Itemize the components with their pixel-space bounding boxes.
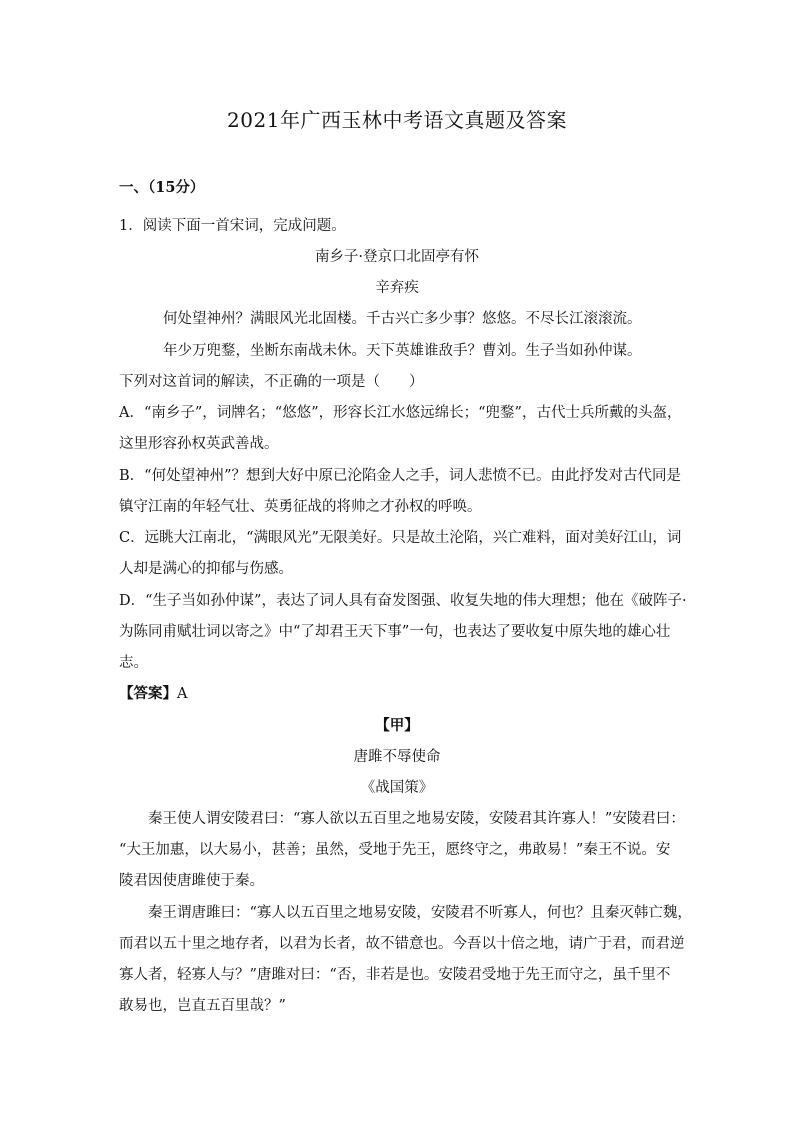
- option-c-line: 人却是满心的抑郁与伤感。: [119, 561, 293, 577]
- passage-source: 《战国策》: [360, 780, 434, 796]
- answer-label: 【答案】: [119, 685, 177, 702]
- passage-line: 寡人者，轻寡人与？”唐雎对曰：“否，非若是也。安陵君受地于先王而守之，虽千里不: [119, 967, 671, 983]
- passage-line: 而君以五十里之地存者，以君为长者，故不错意也。今吾以十倍之地，请广于君，而君逆: [119, 936, 685, 952]
- option-b-line: B．“何处望神州”？想到大好中原已沦陷金人之手，词人悲愤不已。由此抒发对古代同是: [119, 468, 681, 484]
- passage-line: 秦王使人谓安陵君曰：“寡人欲以五百里之地易安陵，安陵君其许寡人！”安陵君曰：: [148, 811, 685, 827]
- question-intro: 1．阅读下面一首宋词，完成问题。: [119, 218, 346, 234]
- poem-title: 南乡子·登京口北固亭有怀: [314, 249, 480, 265]
- option-c-line: C．远眺大江南北，“满眼风光”无限美好。只是故土沦陷，兴亡难料，面对美好江山，词: [119, 530, 682, 546]
- option-a-line: 这里形容孙权英武善战。: [119, 436, 279, 452]
- answer-line: [119, 682, 679, 703]
- answer-value: A: [177, 686, 188, 702]
- option-d-line: 为陈同甫赋壮词以寄之》中“了却君王天下事”一句，也表达了要收复中原失地的雄心壮: [119, 624, 671, 640]
- option-a-line: A．“南乡子”，词牌名；“悠悠”，形容长江水悠远绵长；“兜鍪”，古代士兵所戴的头盔，: [119, 405, 682, 421]
- poem-line: 年少万兜鍪，坐断东南战未休。天下英雄谁敌手？曹刘。生子当如孙仲谋。: [163, 343, 642, 359]
- passage-line: “大王加惠，以大易小，甚善；虽然，受地于先王，愿终守之，弗敢易！”秦王不说。安: [119, 842, 671, 858]
- poem-author: 辛弃疾: [375, 280, 419, 296]
- option-d-line: D．“生子当如孙仲谋”，表达了词人具有奋发图强、收复失地的伟大理想；他在《破阵子·: [119, 593, 687, 609]
- passage-line: 陵君因使唐雎使于秦。: [119, 873, 264, 889]
- option-b-line: 镇守江南的年轻气壮、英勇征战的将帅之才孙权的呼唤。: [119, 499, 482, 515]
- passage-label: 【甲】: [375, 717, 419, 734]
- passage-line: 秦王谓唐雎曰：“寡人以五百里之地易安陵，安陵君不听寡人，何也？且秦灭韩亡魏，: [148, 905, 692, 921]
- passage-line: 敢易也，岂直五百里哉？”: [119, 998, 286, 1014]
- question-stem: 下列对这首词的解读，不正确的一项是（ ）: [119, 374, 424, 390]
- poem-line: 何处望神州？满眼风光北固楼。千古兴亡多少事？悠悠。不尽长江滚滚流。: [163, 311, 642, 327]
- option-d-line: 志。: [119, 655, 148, 671]
- section-heading: 一、（15分）: [119, 179, 205, 196]
- document-title: 2021年广西玉林中考语文真题及答案: [227, 108, 567, 132]
- passage-title: 唐雎不辱使命: [353, 749, 441, 765]
